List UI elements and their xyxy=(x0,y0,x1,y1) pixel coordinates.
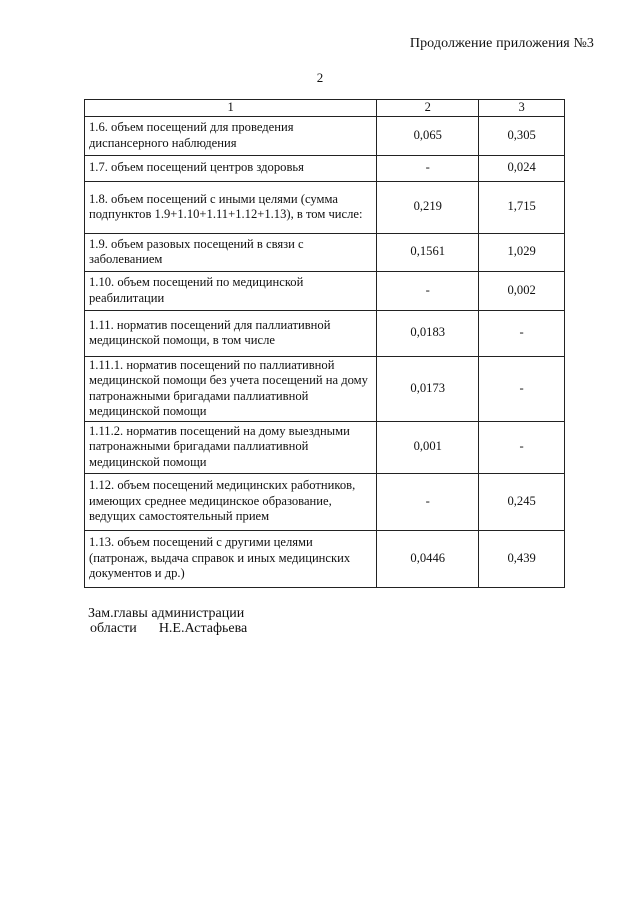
row-value-col3: 1,715 xyxy=(479,181,565,233)
table-row xyxy=(85,155,565,181)
table-row xyxy=(85,421,565,473)
page-number: 2 xyxy=(316,70,324,85)
table-header-row xyxy=(85,100,565,117)
row-label: 1.9. объем разовых посещений в связи с заболеванием xyxy=(85,233,377,271)
table-row xyxy=(85,116,565,155)
column-header-3: 3 xyxy=(479,100,565,117)
row-value-col2: - xyxy=(377,155,479,181)
row-value-col3: 0,024 xyxy=(479,155,565,181)
table-row xyxy=(85,473,565,530)
row-label: 1.13. объем посещений с другими целями (патронаж, выдача справок и иных медицинских документов и др.) xyxy=(85,530,377,587)
row-label: 1.11.2. норматив посещений на дому выездными патронажными бригадами паллиативной медицинской помощи xyxy=(85,421,377,473)
row-label: 1.11. норматив посещений для паллиативной медицинской помощи, в том числе xyxy=(85,310,377,356)
signature-name: Н.Е.Астафьева xyxy=(158,621,248,636)
table-row xyxy=(85,310,565,356)
row-value-col3: - xyxy=(479,356,565,421)
signature-region: области xyxy=(90,621,137,636)
continuation-note: Продолжение приложения №3 xyxy=(409,36,594,51)
row-value-col3: 0,002 xyxy=(479,271,565,310)
row-value-col2: - xyxy=(377,271,479,310)
row-label: 1.12. объем посещений медицинских работников, имеющих среднее медицинское образование, ведущих самостоятельный прием xyxy=(85,473,377,530)
row-value-col3: - xyxy=(479,310,565,356)
column-header-1: 1 xyxy=(85,100,377,117)
signature-title: Зам.главы администрации xyxy=(88,606,245,621)
row-value-col3: 0,245 xyxy=(479,473,565,530)
table-row xyxy=(85,233,565,271)
table-row xyxy=(85,356,565,421)
row-value-col2: 0,1561 xyxy=(377,233,479,271)
table-row xyxy=(85,181,565,233)
signature-block xyxy=(88,606,247,636)
row-value-col2: 0,219 xyxy=(377,181,479,233)
row-value-col2: 0,001 xyxy=(377,421,479,473)
row-label: 1.8. объем посещений с иными целями (сумма подпунктов 1.9+1.10+1.11+1.12+1.13), в том числе: xyxy=(85,181,377,233)
row-label: 1.6. объем посещений для проведения диспансерного наблюдения xyxy=(85,116,377,155)
row-value-col2: - xyxy=(377,473,479,530)
signature-line2 xyxy=(88,621,247,636)
row-value-col3: - xyxy=(479,421,565,473)
row-label: 1.10. объем посещений по медицинской реабилитации xyxy=(85,271,377,310)
row-value-col3: 0,305 xyxy=(479,116,565,155)
row-value-col3: 1,029 xyxy=(479,233,565,271)
row-value-col2: 0,0183 xyxy=(377,310,479,356)
row-label: 1.11.1. норматив посещений по паллиативной медицинской помощи без учета посещений на дому патронажными бригадами паллиативной медицинской помощи xyxy=(85,356,377,421)
row-label: 1.7. объем посещений центров здоровья xyxy=(85,155,377,181)
column-header-2: 2 xyxy=(377,100,479,117)
indicators-table xyxy=(84,99,565,588)
row-value-col3: 0,439 xyxy=(479,530,565,587)
row-value-col2: 0,0446 xyxy=(377,530,479,587)
table-row xyxy=(85,530,565,587)
table-row xyxy=(85,271,565,310)
row-value-col2: 0,0173 xyxy=(377,356,479,421)
row-value-col2: 0,065 xyxy=(377,116,479,155)
